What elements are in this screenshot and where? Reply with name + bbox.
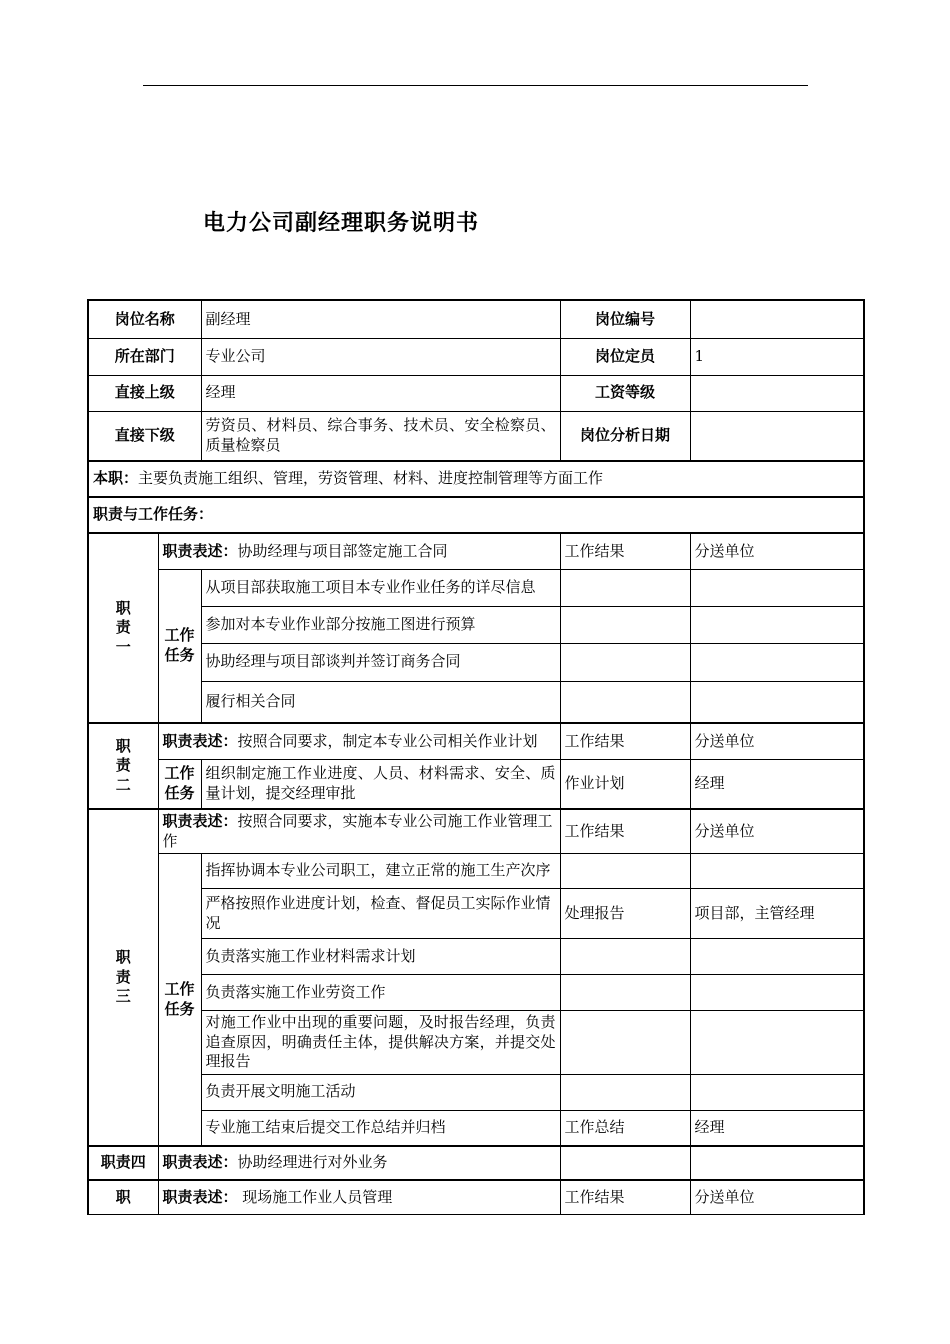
duty5-dist-header: 分送单位 <box>690 1180 864 1214</box>
supervisor-value: 经理 <box>201 375 560 411</box>
analysis-date-label: 岗位分析日期 <box>560 411 690 461</box>
duty3-task-3-result <box>560 939 690 975</box>
duty3-task-5-result <box>560 1011 690 1075</box>
duty2-task-1-dist: 经理 <box>690 759 864 809</box>
position-code-value <box>690 300 864 338</box>
duty4-description: 职责表述：协助经理进行对外业务 <box>158 1146 560 1180</box>
duty3-task-6-result <box>560 1074 690 1110</box>
duty1-result-header: 工作结果 <box>560 533 690 569</box>
header-rule <box>143 85 808 86</box>
duty1-task-1-result <box>560 569 690 606</box>
duty1-label: 职 责 一 <box>88 533 158 723</box>
duty1-task-row <box>88 681 864 723</box>
duty1-task-3-result <box>560 643 690 681</box>
duty3-task-3: 负责落实施工作业材料需求计划 <box>201 939 560 975</box>
duty3-task-row <box>88 939 864 975</box>
duty3-label: 职 责 三 <box>88 809 158 1146</box>
summary-text: 主要负责施工组织、管理，劳资管理、材料、进度控制管理等方面工作 <box>138 469 604 488</box>
duty3-task-6: 负责开展文明施工活动 <box>201 1074 560 1110</box>
duty5-label: 职 <box>88 1180 158 1214</box>
duty1-task-2-dist <box>690 606 864 643</box>
duty4-row <box>88 1146 864 1180</box>
duty1-task-1: 从项目部获取施工项目本专业作业任务的详尽信息 <box>201 569 560 606</box>
position-code-label: 岗位编号 <box>560 300 690 338</box>
duty1-dist-header: 分送单位 <box>690 533 864 569</box>
subordinates-label: 直接下级 <box>88 411 201 461</box>
duty3-description-row <box>88 809 864 854</box>
duty3-task-6-dist <box>690 1074 864 1110</box>
duty1-task-row <box>88 643 864 681</box>
document-title: 电力公司副经理职务说明书 <box>203 211 480 236</box>
duty3-task-2-result: 处理报告 <box>560 889 690 939</box>
duty2-result-header: 工作结果 <box>560 723 690 759</box>
duty3-task-4: 负责落实施工作业劳资工作 <box>201 975 560 1011</box>
duties-header: 职责与工作任务： <box>88 497 864 533</box>
position-name-label: 岗位名称 <box>88 300 201 338</box>
duty3-task-row <box>88 1011 864 1075</box>
duty5-description: 职责表述： 现场施工作业人员管理 <box>158 1180 560 1214</box>
duty1-description-row <box>88 533 864 569</box>
position-name-value: 副经理 <box>201 300 560 338</box>
duty1-task-3: 协助经理与项目部谈判并签订商务合同 <box>201 643 560 681</box>
duty2-description-row <box>88 723 864 759</box>
row-position-name <box>88 300 864 338</box>
duty2-label: 职 责 二 <box>88 723 158 809</box>
duty2-task-1: 组织制定施工作业进度、人员、材料需求、安全、质量计划，提交经理审批 <box>201 759 560 809</box>
duty2-tasks-label: 工作 任务 <box>158 759 201 809</box>
duty5-result-header: 工作结果 <box>560 1180 690 1214</box>
duty3-task-row <box>88 1110 864 1146</box>
row-department <box>88 338 864 375</box>
row-summary <box>88 461 864 497</box>
duty1-task-2-result <box>560 606 690 643</box>
duty2-task-1-result: 作业计划 <box>560 759 690 809</box>
duty1-tasks-label: 工作 任务 <box>158 569 201 723</box>
duty4-label: 职责四 <box>88 1146 158 1180</box>
duty5-row <box>88 1180 864 1214</box>
duty1-task-1-dist <box>690 569 864 606</box>
duty1-task-4-result <box>560 681 690 723</box>
duty1-task-row <box>88 606 864 643</box>
duty3-task-row <box>88 975 864 1011</box>
supervisor-label: 直接上级 <box>88 375 201 411</box>
duty2-description: 职责表述：按照合同要求，制定本专业公司相关作业计划 <box>158 723 560 759</box>
duty3-task-5-dist <box>690 1011 864 1075</box>
salary-grade-value <box>690 375 864 411</box>
duty3-task-1-result <box>560 854 690 889</box>
row-supervisor <box>88 375 864 411</box>
duty4-result <box>560 1146 690 1180</box>
duty4-dist <box>690 1146 864 1180</box>
duty3-task-row <box>88 854 864 889</box>
job-description-table <box>87 299 865 1215</box>
department-value: 专业公司 <box>201 338 560 375</box>
duty1-task-2: 参加对本专业作业部分按施工图进行预算 <box>201 606 560 643</box>
duty3-dist-header: 分送单位 <box>690 809 864 854</box>
duty3-task-4-result <box>560 975 690 1011</box>
duty3-task-row <box>88 1074 864 1110</box>
duty1-description: 职责表述：协助经理与项目部签定施工合同 <box>158 533 560 569</box>
duty3-task-row <box>88 889 864 939</box>
department-label: 所在部门 <box>88 338 201 375</box>
duty3-description: 职责表述：按照合同要求，实施本专业公司施工作业管理工作 <box>158 809 560 854</box>
summary-cell <box>88 461 864 497</box>
duty1-task-4-dist <box>690 681 864 723</box>
summary-label: 本职： <box>93 469 139 488</box>
duty3-result-header: 工作结果 <box>560 809 690 854</box>
duty3-task-5: 对施工作业中出现的重要问题，及时报告经理，负责追查原因，明确责任主体，提供解决方案，并提交处理报告 <box>201 1011 560 1075</box>
row-subordinates <box>88 411 864 461</box>
duty3-task-3-dist <box>690 939 864 975</box>
duty3-task-1: 指挥协调本专业公司职工，建立正常的施工生产次序 <box>201 854 560 889</box>
duty1-task-4: 履行相关合同 <box>201 681 560 723</box>
duty1-task-row <box>88 569 864 606</box>
subordinates-value: 劳资员、材料员、综合事务、技术员、安全检察员、质量检察员 <box>201 411 560 461</box>
duty3-task-7-result: 工作总结 <box>560 1110 690 1146</box>
duty2-dist-header: 分送单位 <box>690 723 864 759</box>
headcount-value: 1 <box>690 338 864 375</box>
duty3-tasks-label: 工作 任务 <box>158 854 201 1147</box>
duty3-task-7: 专业施工结束后提交工作总结并归档 <box>201 1110 560 1146</box>
duty3-task-1-dist <box>690 854 864 889</box>
duty3-task-4-dist <box>690 975 864 1011</box>
duty3-task-2: 严格按照作业进度计划，检查、督促员工实际作业情况 <box>201 889 560 939</box>
analysis-date-value <box>690 411 864 461</box>
headcount-label: 岗位定员 <box>560 338 690 375</box>
duty3-task-2-dist: 项目部，主管经理 <box>690 889 864 939</box>
duty3-task-7-dist: 经理 <box>690 1110 864 1146</box>
duty1-task-3-dist <box>690 643 864 681</box>
row-duties-header <box>88 497 864 533</box>
duty2-task-row <box>88 759 864 809</box>
salary-grade-label: 工资等级 <box>560 375 690 411</box>
